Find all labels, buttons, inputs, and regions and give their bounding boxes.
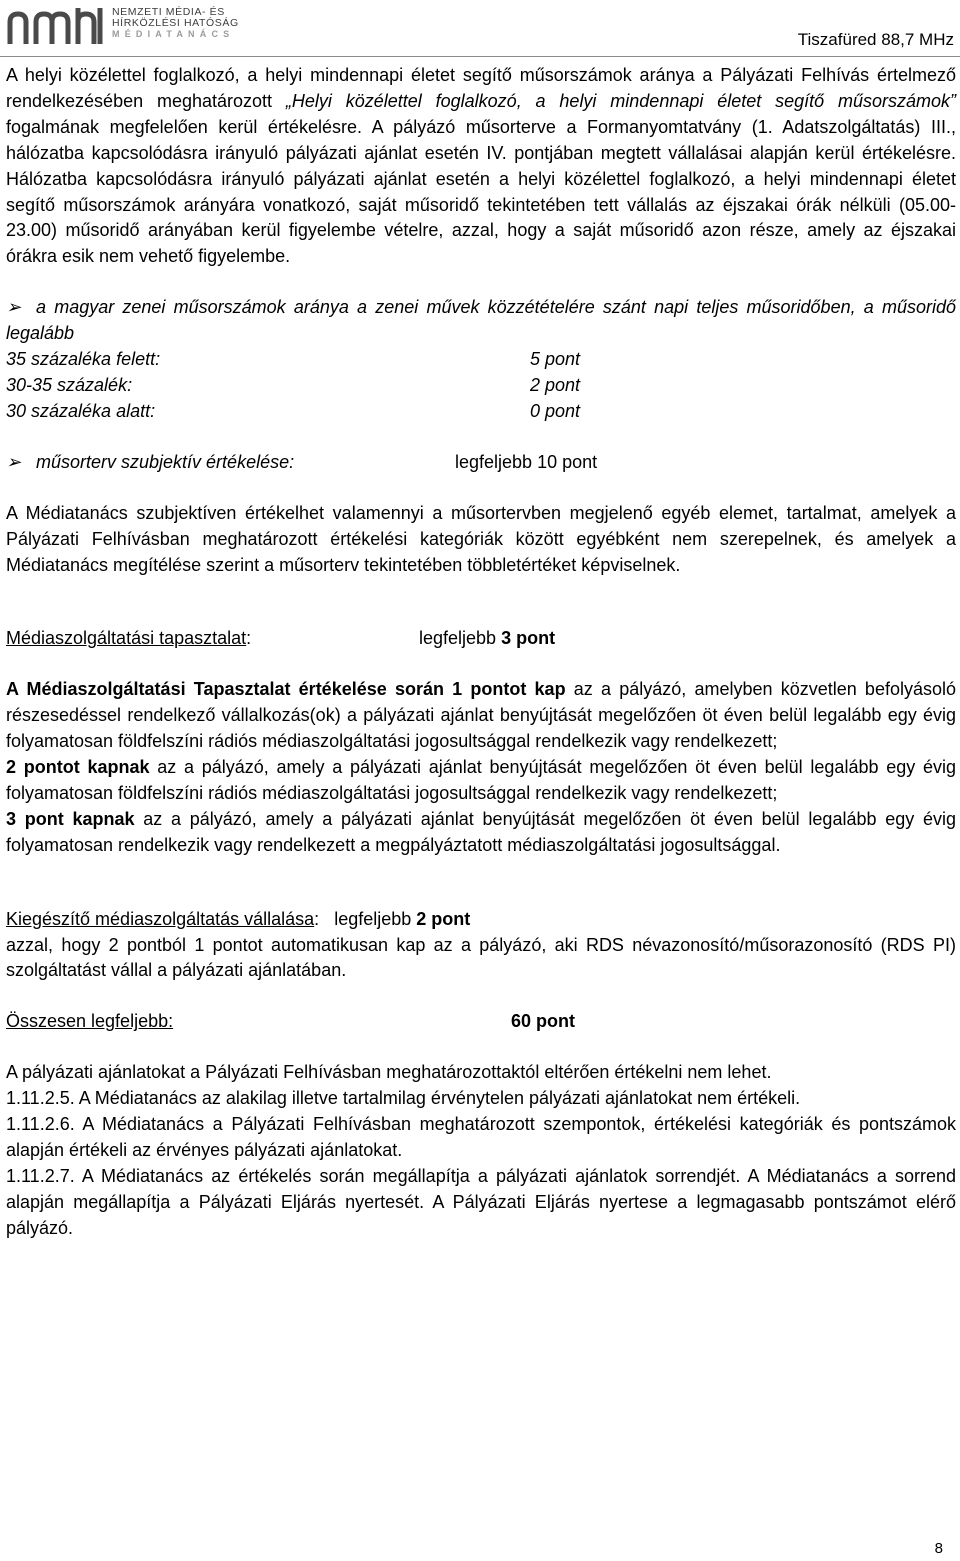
paragraph-no-deviation: A pályázati ajánlatokat a Pályázati Felhívásban meghatározottaktól eltérően értékelni nem lehet.	[6, 1062, 772, 1083]
page-header	[0, 0, 960, 56]
item-text: A Médiatanács az alakilag illetve tartalmilag érvénytelen pályázati ajánlatokat nem értékeli.	[78, 1088, 801, 1109]
paragraph-local-public-life	[6, 63, 956, 270]
bullet-label: műsorterv szubjektív értékelése:	[36, 451, 295, 472]
paragraph-subjective: A Médiatanács szubjektíven értékelhet valamennyi a műsortervben megjelenő egyéb elemet, tartalmat, amelyek a Pályázati Felhívásban meghatározott értékelési kategóriák között egyébként nem szerepelnek, és amelyek a Médiatanács megítélése szerint a műsorterv tekintetében többletértéket képviselnek.	[6, 502, 956, 575]
numbered-item	[6, 1164, 956, 1242]
page-number: 8	[934, 1540, 943, 1557]
supplementary-service	[6, 907, 956, 985]
organization-name	[112, 7, 239, 40]
colon: :	[314, 908, 320, 929]
text-span: az a pályázó, amely a pályázati ajánlat benyújtását megelőzően öt éven belül legalább egy évig folyamatosan földfelszíni rádiós médiaszolgáltatási jogosultsággal rendelkezik vagy rendelkezett;	[6, 757, 956, 803]
score-points: 0 pont	[530, 400, 581, 421]
media-experience-text	[6, 677, 956, 858]
org-line-3: MÉDIATANÁCS	[112, 29, 235, 39]
bold-lead: A Médiaszolgáltatási Tapasztalat értékelése során 1 pontot kap	[6, 679, 566, 700]
score-row	[6, 347, 956, 373]
header-divider	[0, 56, 960, 57]
italic-term: „Helyi közélettel foglalkozó, a helyi mindennapi életet segítő műsorszámok”	[285, 90, 957, 111]
score-label: 30-35 százalék:	[6, 374, 133, 395]
total-points	[6, 1009, 956, 1035]
points-value: 2 pont	[416, 908, 471, 929]
section-label: Médiaszolgáltatási tapasztalat	[6, 628, 247, 649]
points-prefix: legfeljebb	[419, 628, 502, 649]
item-number: 1.11.2.7.	[6, 1165, 75, 1186]
text-span: az a pályázó, amelyben közvetlen befolyásoló részesedéssel rendelkező vállalkozás(ok) a pályázati ajánlat benyújtását megelőzően öt éven belül legalább egy évig folyamatosan földfelszíni rádiós médiaszolgáltatási jogosultsággal rendelkezik vagy rendelkezett;	[6, 679, 956, 752]
total-value: 60 pont	[511, 1011, 576, 1032]
score-row	[6, 399, 956, 425]
bullet-subjective-evaluation	[6, 450, 956, 476]
text-span: fogalmának megfelelően kerül értékelésre. A pályázó műsorterve a Formanyomtatvány (1. Adatszolgáltatás) III., hálózatba kapcsolódásra irányuló pályázati ajánlat esetén IV. pontjában megtett vállalásai alapján kerül értékelésre. Hálózatba kapcsolódásra irányuló pályázati ajánlat esetén a helyi közélettel foglalkozó, a helyi mindennapi életet segítő műsorszámok arányára vonatkozó, saját műsoridő tekintetében tett vállalás az éjszakai órák nélküli (05.00-23.00) műsoridő arányában kerül figyelembe vételre, azzal, hogy a saját műsoridő azon része, amely az éjszakai órákra esik nem vehető figyelembe.	[6, 116, 956, 267]
org-line-1: NEMZETI MÉDIA- ÉS	[112, 6, 225, 18]
bold-lead: 3 pont kapnak	[6, 808, 135, 829]
arrow-bullet-icon: ➢	[6, 451, 22, 472]
bullet-hungarian-music	[6, 295, 956, 425]
bullet-text: a magyar zenei műsorszámok aránya a zenei művek közzétételére szánt napi teljes műsoridőben, a műsoridő legalább	[6, 297, 956, 344]
points-value: 3 pont	[501, 628, 556, 649]
arrow-bullet-icon: ➢	[6, 297, 22, 318]
station-title: Tiszafüred 88,7 MHz	[797, 30, 954, 49]
score-row	[6, 373, 956, 399]
colon: :	[246, 628, 252, 649]
total-label: Összesen legfeljebb:	[6, 1011, 174, 1032]
text-span: az a pályázó, amely a pályázati ajánlat benyújtását megelőzően öt éven belül legalább egy évig folyamatosan rendelkezik vagy rendelkezett a megpályáztatott médiaszolgáltatási jogosultsággal.	[6, 808, 956, 855]
numbered-item	[6, 1112, 956, 1164]
nmhh-logo	[6, 4, 106, 46]
score-label: 35 százaléka felett:	[6, 349, 161, 370]
org-line-2: HÍRKÖZLÉSI HATÓSÁG	[112, 17, 239, 29]
score-points: 5 pont	[530, 349, 581, 370]
bullet-points: legfeljebb 10 pont	[455, 451, 598, 472]
score-points: 2 pont	[530, 374, 581, 395]
media-experience-heading	[6, 626, 956, 652]
numbered-item	[6, 1086, 956, 1112]
item-text: A Médiatanács az értékelés során megállapítja a pályázati ajánlatok sorrendjét. A Médiatanács a sorrend alapján megállapítja a Pályázati Eljárás nyertesét. A Pályázati Eljárás nyertese a legmagasabb pontszámot elérő pályázó.	[6, 1165, 956, 1238]
item-number: 1.11.2.6.	[6, 1114, 75, 1135]
section-label: Kiegészítő médiaszolgáltatás vállalása	[6, 908, 315, 929]
supplementary-text: azzal, hogy 2 pontból 1 pontot automatikusan kap az a pályázó, aki RDS névazonosító/műsorazonosító (RDS PI) szolgáltatást vállal a pályázati ajánlatában.	[6, 934, 956, 981]
text-span: A helyi közélettel foglalkozó, a helyi mindennapi életet segítő műsorszámok aránya a Pályázati Felhívás értelmező rendelkezésében meghatározott	[6, 65, 956, 111]
points-prefix: legfeljebb	[334, 908, 417, 929]
item-text: A Médiatanács a Pályázati Felhívásban meghatározott szempontok, értékelési kategóriák és pontszámok alapján értékeli az érvényes pályázati ajánlatokat.	[6, 1114, 957, 1160]
score-label: 30 százaléka alatt:	[6, 400, 156, 421]
document-body	[6, 63, 956, 1242]
item-number: 1.11.2.5.	[6, 1088, 75, 1109]
bold-lead: 2 pontot kapnak	[6, 757, 150, 778]
